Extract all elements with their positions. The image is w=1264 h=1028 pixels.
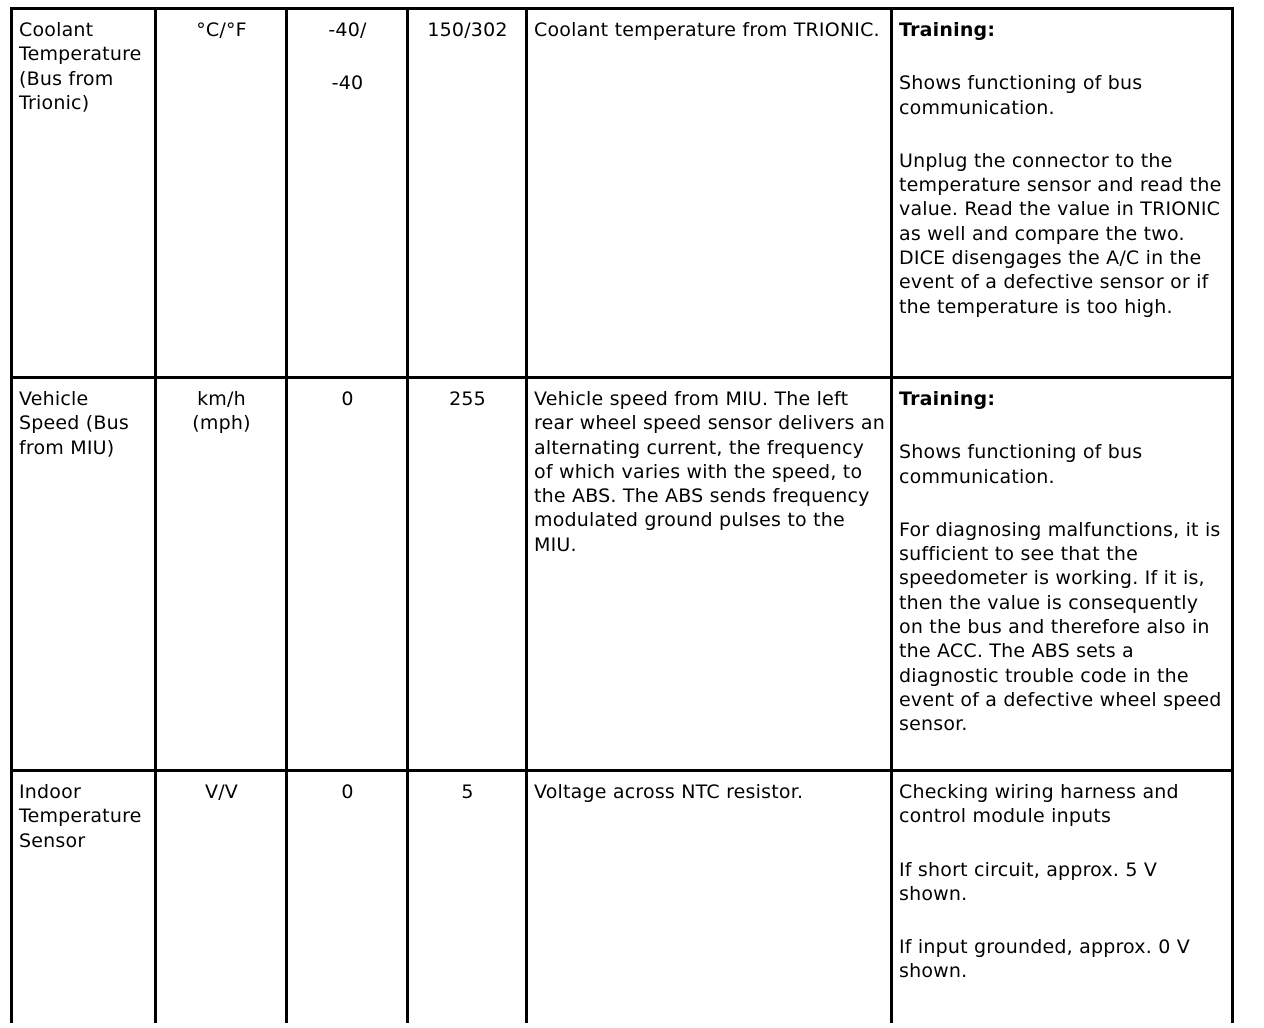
notes-paragraph: Checking wiring harness and control module inputs	[899, 781, 1179, 828]
max-value: 5	[461, 781, 474, 803]
unit-cell	[156, 378, 287, 771]
parameter-line: Temperature	[19, 805, 142, 828]
description-cell	[527, 9, 892, 378]
min-cell	[287, 9, 408, 378]
parameter-cell	[12, 378, 156, 771]
notes-paragraph: Shows functioning of bus communication.	[899, 72, 1143, 119]
description-cell	[527, 378, 892, 771]
table-row	[12, 378, 1233, 771]
notes-paragraph: For diagnosing malfunctions, it is sufficient to see that the speedometer is working. If it is, then the value is consequently on the bus and therefore also in the ACC. The ABS sets a diagnostic trouble code in the event of a defective wheel speed sensor.	[899, 518, 1222, 736]
parameter-line: Indoor	[19, 781, 81, 803]
description-text: Coolant temperature from TRIONIC.	[534, 19, 880, 41]
notes-paragraph: If input grounded, approx. 0 V shown.	[899, 936, 1190, 983]
parameter-table	[10, 7, 1234, 1023]
notes-paragraph: If short circuit, approx. 5 V shown.	[899, 858, 1158, 905]
description-cell	[527, 771, 892, 1023]
max-value: 255	[449, 388, 486, 410]
notes-paragraph: Unplug the connector to the temperature sensor and read the value. Read the value in TRIONIC as well and compare the two. DICE disengages the A/C in the event of a defective sensor or if the temperature is too high.	[899, 149, 1222, 318]
unit-value-line: km/h	[197, 388, 246, 410]
parameter-line: Sensor	[19, 829, 86, 852]
description-text: Voltage across NTC resistor.	[534, 781, 804, 803]
max-cell	[408, 378, 527, 771]
unit-value: V/V	[205, 781, 238, 803]
notes-cell	[892, 378, 1233, 771]
parameter-line: Vehicle	[19, 388, 89, 410]
min-value-line: -40	[331, 72, 364, 95]
notes-cell	[892, 9, 1233, 378]
description-text: Vehicle speed from MIU. The left rear wheel speed sensor delivers an alternating current, the frequency of which varies with the speed, to the ABS. The ABS sends frequency modulated ground pulses to the MIU.	[534, 388, 885, 556]
min-value: 0	[341, 781, 354, 803]
notes-paragraph: Shows functioning of bus communication.	[899, 441, 1143, 488]
max-value: 150/302	[427, 19, 508, 41]
table-row	[12, 9, 1233, 378]
table-row	[12, 771, 1233, 1023]
unit-value: °C/°F	[196, 19, 247, 41]
min-value-line: -40/	[328, 19, 367, 41]
parameter-cell	[12, 771, 156, 1023]
notes-cell	[892, 771, 1233, 1023]
parameter-line: Speed (Bus	[19, 412, 129, 435]
min-cell	[287, 378, 408, 771]
notes-heading: Training:	[899, 19, 996, 41]
parameter-line: (Bus from	[19, 67, 114, 90]
parameter-line: from MIU)	[19, 436, 115, 459]
min-cell	[287, 771, 408, 1023]
unit-cell	[156, 771, 287, 1023]
unit-value-line: (mph)	[192, 412, 251, 435]
parameter-line: Temperature	[19, 43, 142, 66]
min-value: 0	[341, 388, 354, 410]
parameter-line: Trionic)	[19, 91, 90, 114]
parameter-line: Coolant	[19, 19, 94, 41]
notes-heading: Training:	[899, 388, 996, 410]
unit-cell	[156, 9, 287, 378]
max-cell	[408, 771, 527, 1023]
max-cell	[408, 9, 527, 378]
parameter-cell	[12, 9, 156, 378]
